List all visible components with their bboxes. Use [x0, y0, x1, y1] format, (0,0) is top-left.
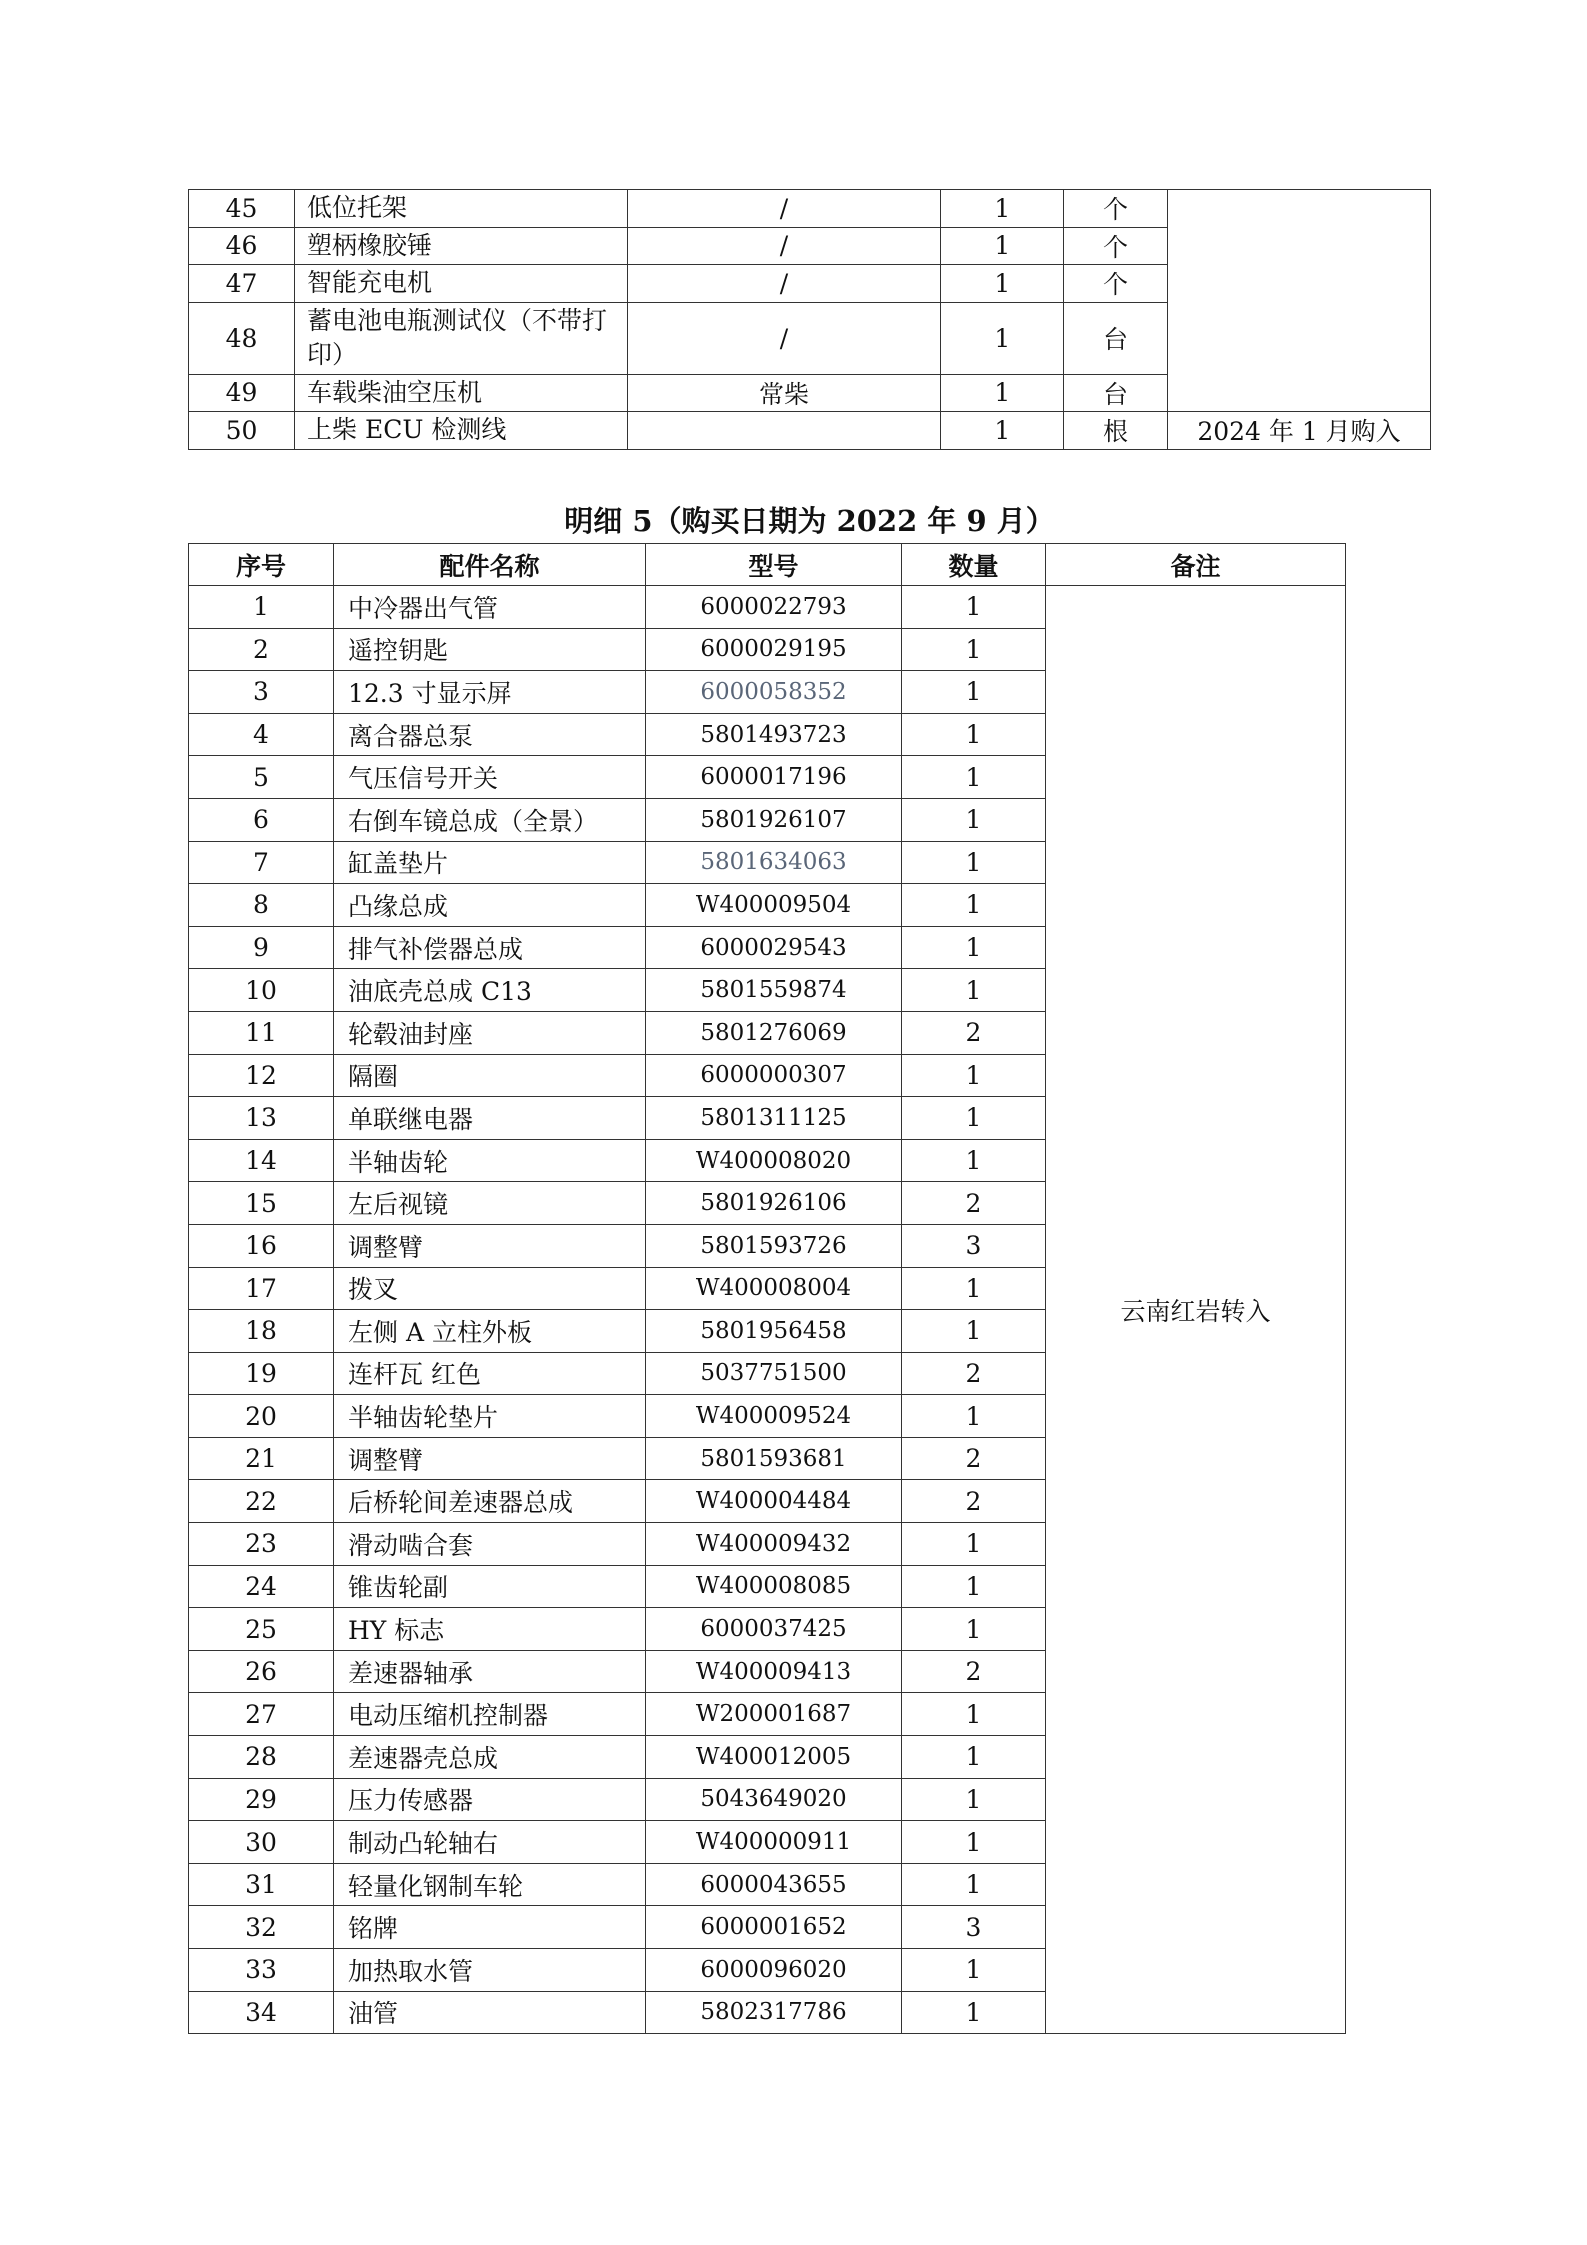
- item-model: [627, 412, 941, 450]
- part-quantity: 1: [902, 1139, 1046, 1182]
- part-name: 半轴齿轮: [334, 1139, 646, 1182]
- row-number: 48: [189, 302, 295, 374]
- row-number: 46: [189, 227, 295, 265]
- part-name: 差速器轴承: [334, 1650, 646, 1693]
- part-name: 遥控钥匙: [334, 628, 646, 671]
- part-quantity: 1: [902, 798, 1046, 841]
- part-model: W400004484: [646, 1480, 902, 1523]
- row-number: 3: [189, 671, 334, 714]
- part-quantity: 1: [902, 586, 1046, 629]
- parts-detail-table: [188, 543, 1346, 2034]
- part-model: W400009432: [646, 1523, 902, 1566]
- item-name: 低位托架: [295, 190, 628, 228]
- part-name: 左侧 A 立柱外板: [334, 1310, 646, 1353]
- row-number: 32: [189, 1906, 334, 1949]
- row-number: 17: [189, 1267, 334, 1310]
- table-row: [189, 190, 1431, 228]
- row-number: 45: [189, 190, 295, 228]
- row-number: 33: [189, 1949, 334, 1992]
- remarks-cell-empty: [1168, 190, 1431, 412]
- part-quantity: 1: [902, 1054, 1046, 1097]
- part-name: 缸盖垫片: [334, 841, 646, 884]
- equipment-table-continued: [188, 189, 1431, 450]
- part-quantity: 2: [902, 1480, 1046, 1523]
- part-model: 5801634063: [646, 841, 902, 884]
- part-quantity: 1: [902, 756, 1046, 799]
- part-name: 油底壳总成 C13: [334, 969, 646, 1012]
- row-number: 49: [189, 374, 295, 412]
- part-model: 5801559874: [646, 969, 902, 1012]
- part-model: W400008004: [646, 1267, 902, 1310]
- item-name: 蓄电池电瓶测试仪（不带打印）: [295, 302, 628, 374]
- part-name: 调整臂: [334, 1437, 646, 1480]
- item-name: 上柴 ECU 检测线: [295, 412, 628, 450]
- part-name: 中冷器出气管: [334, 586, 646, 629]
- row-number: 1: [189, 586, 334, 629]
- item-unit: 根: [1064, 412, 1168, 450]
- row-number: 5: [189, 756, 334, 799]
- part-model: 6000029195: [646, 628, 902, 671]
- part-quantity: 1: [902, 1395, 1046, 1438]
- part-quantity: 1: [902, 926, 1046, 969]
- part-name: 凸缘总成: [334, 884, 646, 927]
- part-quantity: 1: [902, 1863, 1046, 1906]
- part-name: 右倒车镜总成（全景）: [334, 798, 646, 841]
- part-quantity: 1: [902, 713, 1046, 756]
- part-name: 气压信号开关: [334, 756, 646, 799]
- part-name: 连杆瓦 红色: [334, 1352, 646, 1395]
- table-row: [189, 586, 1346, 629]
- part-model: 6000058352: [646, 671, 902, 714]
- part-quantity: 1: [902, 841, 1046, 884]
- part-model: 6000029543: [646, 926, 902, 969]
- row-number: 14: [189, 1139, 334, 1182]
- row-number: 4: [189, 713, 334, 756]
- part-name: 铭牌: [334, 1906, 646, 1949]
- item-name: 智能充电机: [295, 265, 628, 303]
- table-row: [189, 412, 1431, 450]
- part-quantity: 1: [902, 1778, 1046, 1821]
- part-name: 锥齿轮副: [334, 1565, 646, 1608]
- item-name: 塑柄橡胶锤: [295, 227, 628, 265]
- part-model: 5801593681: [646, 1437, 902, 1480]
- part-model: 5043649020: [646, 1778, 902, 1821]
- part-model: 5037751500: [646, 1352, 902, 1395]
- section-title: 明细 5（购买日期为 2022 年 9 月）: [564, 504, 1055, 538]
- row-number: 31: [189, 1863, 334, 1906]
- header-model: 型号: [646, 544, 902, 586]
- item-unit: 台: [1064, 302, 1168, 374]
- part-quantity: 1: [902, 1267, 1046, 1310]
- part-name: 电动压缩机控制器: [334, 1693, 646, 1736]
- header-quantity: 数量: [902, 544, 1046, 586]
- part-model: W400009413: [646, 1650, 902, 1693]
- part-name: 轻量化钢制车轮: [334, 1863, 646, 1906]
- item-unit: 个: [1064, 227, 1168, 265]
- row-number: 23: [189, 1523, 334, 1566]
- row-number: 10: [189, 969, 334, 1012]
- part-name: 半轴齿轮垫片: [334, 1395, 646, 1438]
- row-number: 30: [189, 1821, 334, 1864]
- item-name: 车载柴油空压机: [295, 374, 628, 412]
- row-number: 6: [189, 798, 334, 841]
- row-number: 50: [189, 412, 295, 450]
- part-quantity: 1: [902, 884, 1046, 927]
- part-name: 压力传感器: [334, 1778, 646, 1821]
- part-name: 轮毂油封座: [334, 1011, 646, 1054]
- row-number: 28: [189, 1736, 334, 1779]
- part-name: 油管: [334, 1991, 646, 2034]
- item-quantity: 1: [941, 265, 1064, 303]
- part-name: 后桥轮间差速器总成: [334, 1480, 646, 1523]
- table-header-row: [189, 544, 1346, 586]
- part-name: 滑动啮合套: [334, 1523, 646, 1566]
- part-name: 拨叉: [334, 1267, 646, 1310]
- item-unit: 个: [1064, 190, 1168, 228]
- part-name: 制动凸轮轴右: [334, 1821, 646, 1864]
- part-model: W400008020: [646, 1139, 902, 1182]
- part-model: 6000000307: [646, 1054, 902, 1097]
- part-model: 6000043655: [646, 1863, 902, 1906]
- item-model: /: [627, 302, 941, 374]
- item-model: /: [627, 227, 941, 265]
- part-model: W400008085: [646, 1565, 902, 1608]
- part-quantity: 2: [902, 1011, 1046, 1054]
- header-remarks: 备注: [1046, 544, 1346, 586]
- row-number: 22: [189, 1480, 334, 1523]
- part-name: 差速器壳总成: [334, 1736, 646, 1779]
- row-number: 20: [189, 1395, 334, 1438]
- part-name: 单联继电器: [334, 1097, 646, 1140]
- part-model: W400009504: [646, 884, 902, 927]
- row-number: 21: [189, 1437, 334, 1480]
- part-quantity: 1: [902, 1693, 1046, 1736]
- part-model: W400000911: [646, 1821, 902, 1864]
- header-number: 序号: [189, 544, 334, 586]
- part-quantity: 1: [902, 1821, 1046, 1864]
- part-name: 离合器总泵: [334, 713, 646, 756]
- part-model: 5801926106: [646, 1182, 902, 1225]
- item-unit: 个: [1064, 265, 1168, 303]
- row-number: 13: [189, 1097, 334, 1140]
- part-quantity: 1: [902, 1565, 1046, 1608]
- part-model: 5801926107: [646, 798, 902, 841]
- part-quantity: 1: [902, 1608, 1046, 1651]
- part-model: 6000096020: [646, 1949, 902, 1992]
- part-name: HY 标志: [334, 1608, 646, 1651]
- part-quantity: 2: [902, 1352, 1046, 1395]
- part-quantity: 2: [902, 1182, 1046, 1225]
- part-name: 加热取水管: [334, 1949, 646, 1992]
- item-quantity: 1: [941, 302, 1064, 374]
- part-quantity: 1: [902, 1310, 1046, 1353]
- part-model: W400009524: [646, 1395, 902, 1438]
- row-number: 18: [189, 1310, 334, 1353]
- part-quantity: 2: [902, 1650, 1046, 1693]
- part-model: 6000017196: [646, 756, 902, 799]
- part-name: 隔圈: [334, 1054, 646, 1097]
- part-quantity: 1: [902, 671, 1046, 714]
- part-model: 6000001652: [646, 1906, 902, 1949]
- item-model: /: [627, 190, 941, 228]
- part-model: 6000037425: [646, 1608, 902, 1651]
- part-model: 5801311125: [646, 1097, 902, 1140]
- part-quantity: 1: [902, 1523, 1046, 1566]
- item-quantity: 1: [941, 227, 1064, 265]
- row-number: 26: [189, 1650, 334, 1693]
- part-model: 5802317786: [646, 1991, 902, 2034]
- row-number: 19: [189, 1352, 334, 1395]
- part-quantity: 3: [902, 1906, 1046, 1949]
- row-number: 16: [189, 1224, 334, 1267]
- part-quantity: 1: [902, 1949, 1046, 1992]
- part-quantity: 2: [902, 1437, 1046, 1480]
- part-model: W400012005: [646, 1736, 902, 1779]
- row-number: 29: [189, 1778, 334, 1821]
- row-number: 15: [189, 1182, 334, 1225]
- part-quantity: 1: [902, 1991, 1046, 2034]
- row-number: 7: [189, 841, 334, 884]
- part-model: 5801276069: [646, 1011, 902, 1054]
- item-unit: 台: [1064, 374, 1168, 412]
- item-quantity: 1: [941, 412, 1064, 450]
- part-quantity: 1: [902, 1736, 1046, 1779]
- item-model: /: [627, 265, 941, 303]
- row-number: 12: [189, 1054, 334, 1097]
- row-number: 34: [189, 1991, 334, 2034]
- part-quantity: 3: [902, 1224, 1046, 1267]
- part-name: 左后视镜: [334, 1182, 646, 1225]
- row-number: 11: [189, 1011, 334, 1054]
- part-quantity: 1: [902, 969, 1046, 1012]
- row-number: 47: [189, 265, 295, 303]
- part-name: 12.3 寸显示屏: [334, 671, 646, 714]
- part-model: W200001687: [646, 1693, 902, 1736]
- item-model: 常柴: [627, 374, 941, 412]
- part-model: 5801593726: [646, 1224, 902, 1267]
- part-model: 5801956458: [646, 1310, 902, 1353]
- part-name: 调整臂: [334, 1224, 646, 1267]
- part-model: 5801493723: [646, 713, 902, 756]
- part-quantity: 1: [902, 628, 1046, 671]
- purchase-note: 2024 年 1 月购入: [1168, 412, 1431, 450]
- item-quantity: 1: [941, 190, 1064, 228]
- part-name: 排气补偿器总成: [334, 926, 646, 969]
- row-number: 8: [189, 884, 334, 927]
- row-number: 2: [189, 628, 334, 671]
- header-part-name: 配件名称: [334, 544, 646, 586]
- item-quantity: 1: [941, 374, 1064, 412]
- row-number: 25: [189, 1608, 334, 1651]
- row-number: 27: [189, 1693, 334, 1736]
- row-number: 24: [189, 1565, 334, 1608]
- part-model: 6000022793: [646, 586, 902, 629]
- row-number: 9: [189, 926, 334, 969]
- transfer-note: 云南红岩转入: [1046, 586, 1346, 2034]
- part-quantity: 1: [902, 1097, 1046, 1140]
